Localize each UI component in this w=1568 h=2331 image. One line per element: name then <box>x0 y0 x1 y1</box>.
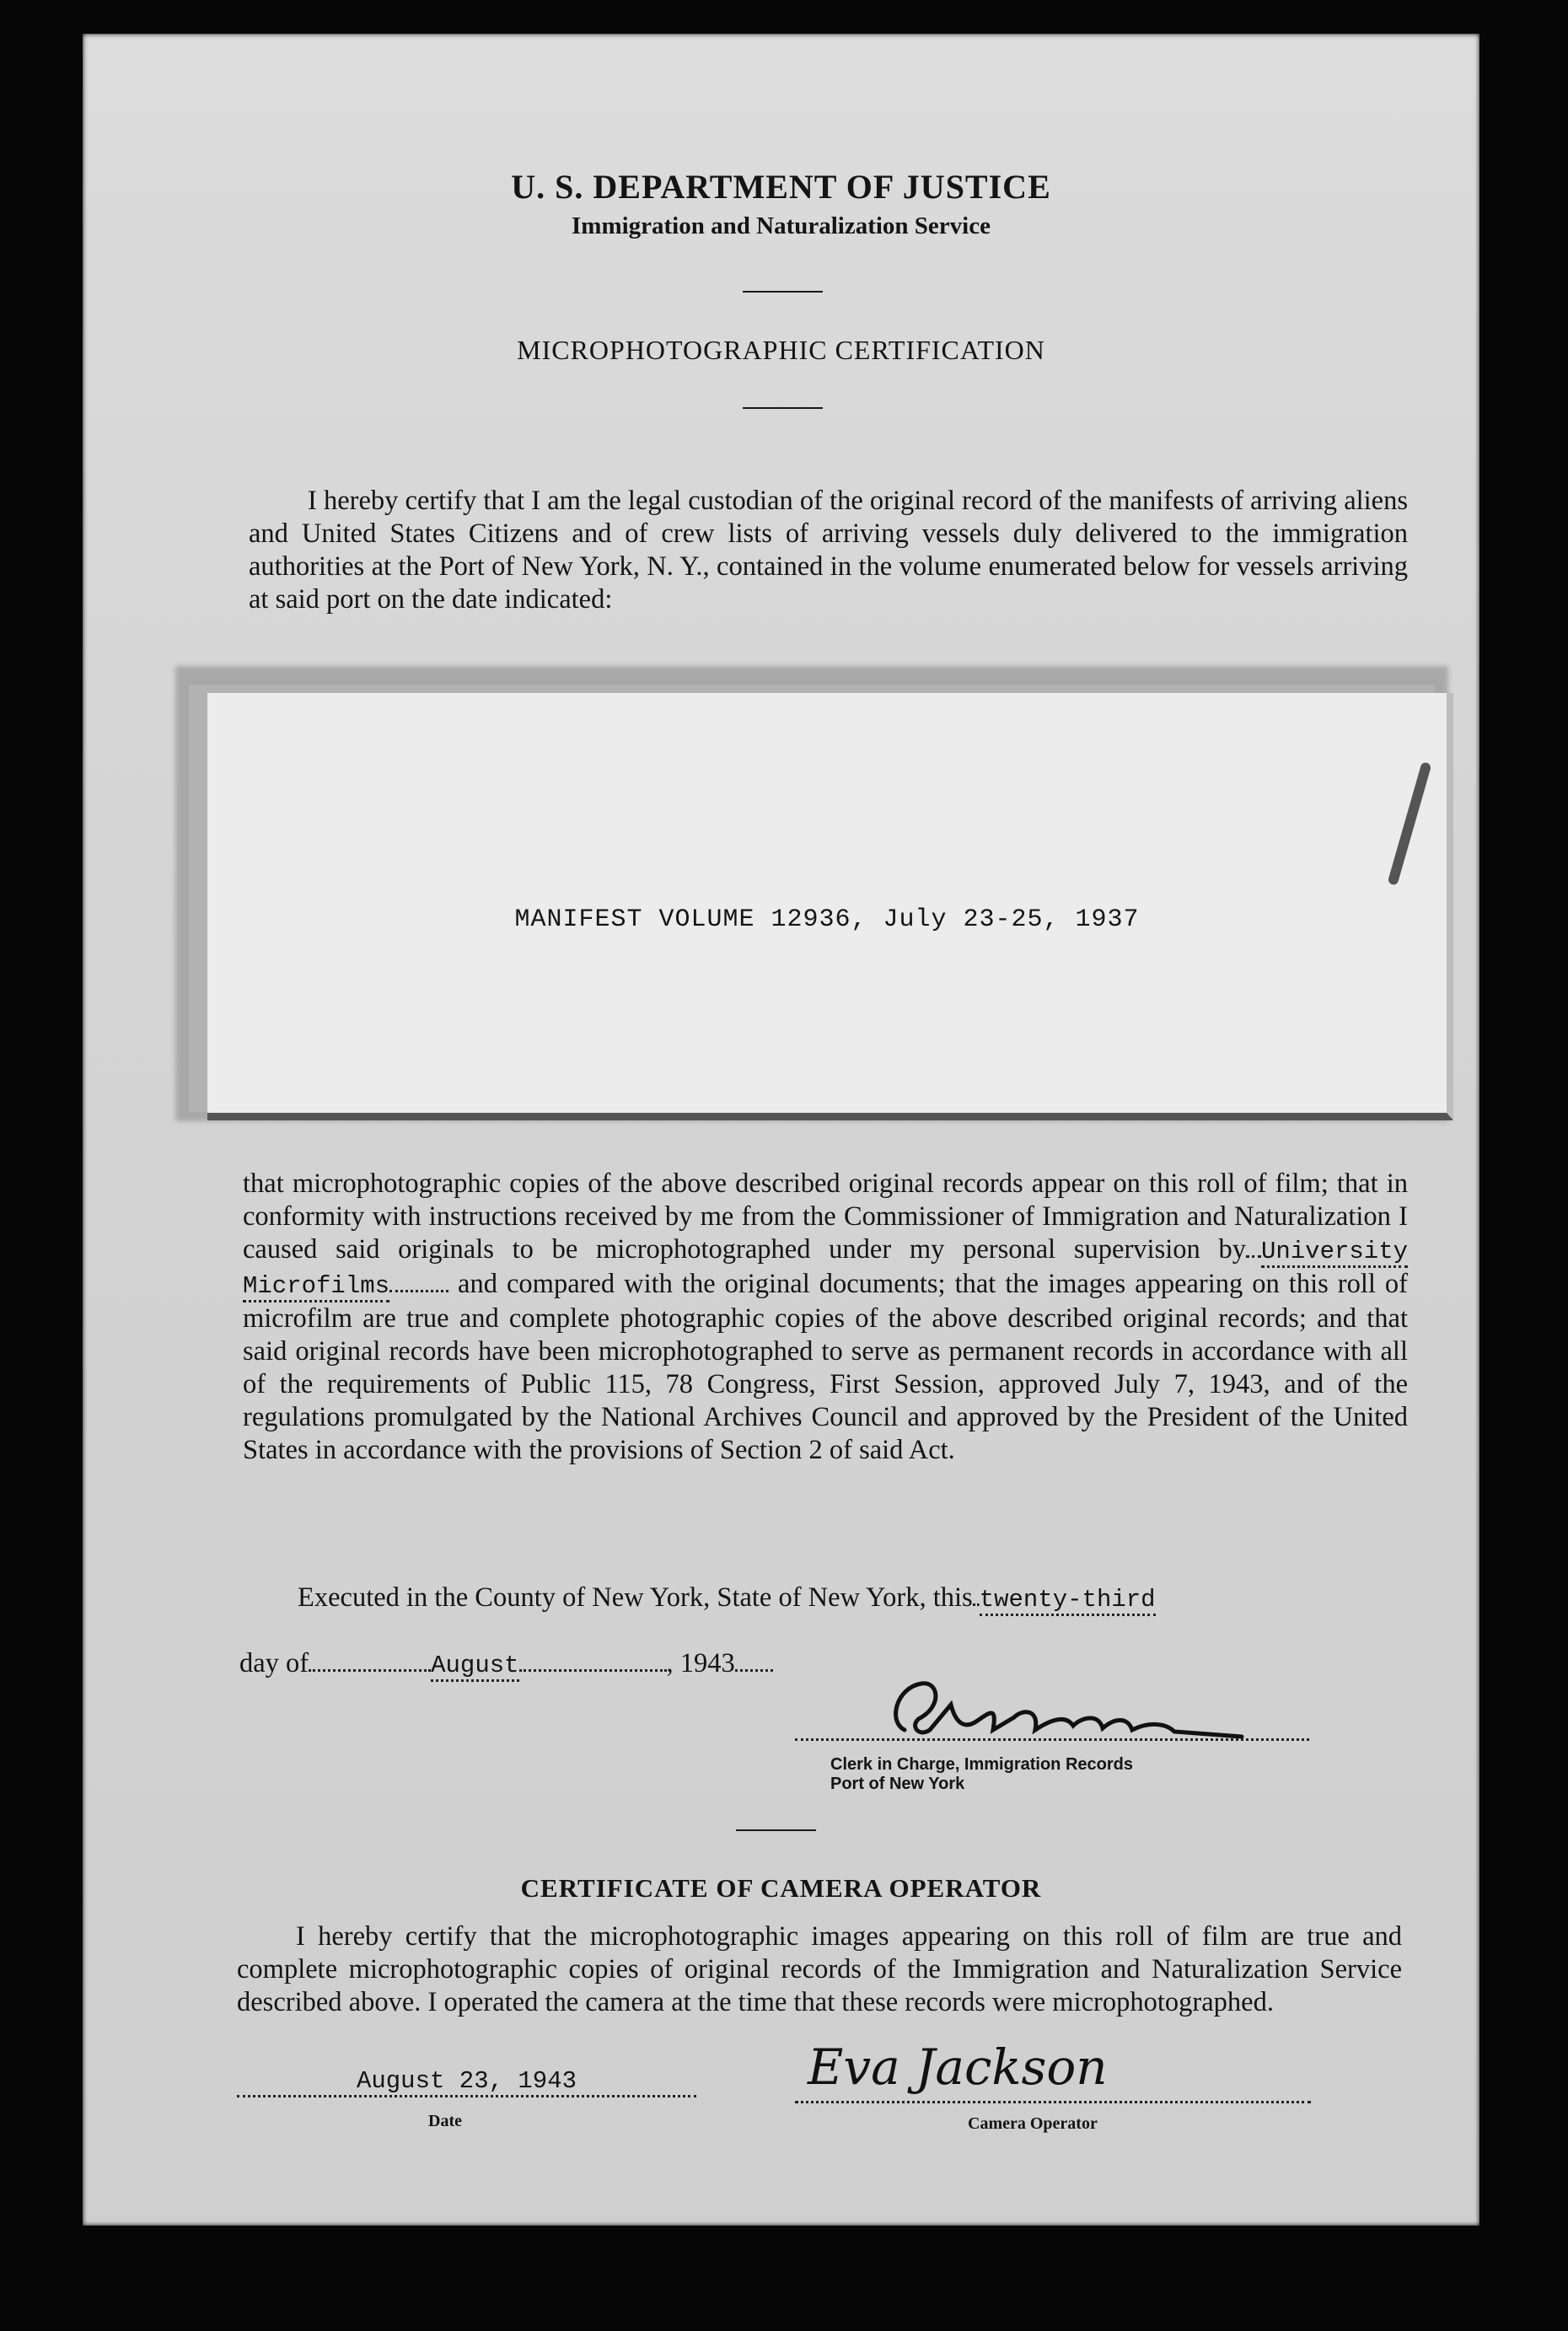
operator-signature: Eva Jackson <box>808 2038 1108 2096</box>
executed-line <box>298 1582 1156 1616</box>
filmed-by: University Microfilms <box>243 1238 1408 1302</box>
day-of-label: day of <box>239 1648 309 1678</box>
service-subheading: Immigration and Naturalization Service <box>572 212 991 239</box>
document-title: MICROPHOTOGRAPHIC CERTIFICATION <box>517 335 1045 365</box>
body-part1: that microphotographic copies of the above described original records appear on this roll of film; that in conformity with instructions received by me from the Commissioner of Immigration and Naturalization I caused said originals to be microphotographed under my personal supervision by <box>243 1168 1408 1265</box>
clerk-title-line2: Port of New York <box>830 1775 965 1793</box>
divider <box>743 407 823 409</box>
executed-day: twenty-third <box>980 1586 1156 1616</box>
operator-date: August 23, 1943 <box>356 2067 577 2095</box>
clerk-signature <box>871 1671 1309 1755</box>
day-of-line <box>239 1648 773 1679</box>
date-label: Date <box>428 2112 462 2130</box>
month: August <box>431 1652 518 1682</box>
executed-prefix: Executed in the County of New York, State of New York, this <box>298 1582 973 1613</box>
department-heading: U. S. DEPARTMENT OF JUSTICE <box>511 168 1051 206</box>
manifest-volume-text: MANIFEST VOLUME 12936, July 23-25, 1937 <box>514 905 1140 934</box>
year-digit: 3 <box>721 1648 735 1678</box>
camera-operator-body: I hereby certify that the microphotographic images appearing on this roll of film are true and complete microphotographic copies of original records of the Immigration and Naturalization Service described above. I operated the camera at the time that these records were microphotographed. <box>237 1921 1402 2017</box>
year-prefix: , 194 <box>666 1648 722 1678</box>
date-field <box>237 2067 696 2097</box>
certificate-page <box>83 34 1479 2226</box>
camera-operator-title: CERTIFICATE OF CAMERA OPERATOR <box>520 1873 1042 1903</box>
body-part2: and compared with the original documents; that the images appearing on this roll of microfilm are true and complete photographic copies of the above described original records; and that said original records have been microphotographed to serve as permanent records in accordance with all of the requirements of Public 115, 78 Congress, First Session, approved July 7, 1943, and of the regulations promulgated by the National Archives Council and approved by the President of the United States in accordance with the provisions of Section 2 of said Act. <box>243 1269 1408 1465</box>
operator-signature-line <box>795 2101 1311 2103</box>
pen-mark <box>1388 761 1432 885</box>
operator-label: Camera Operator <box>968 2114 1098 2133</box>
manifest-slip <box>207 693 1453 1120</box>
certification-body <box>243 1168 1408 1467</box>
divider <box>743 291 823 293</box>
divider <box>736 1829 816 1831</box>
clerk-title-line1: Clerk in Charge, Immigration Records <box>830 1755 1133 1774</box>
clerk-title <box>830 1755 1133 1794</box>
intro-paragraph: I hereby certify that I am the legal custodian of the original record of the manifests of arriving aliens and United States Citizens and of crew lists of arriving vessels duly delivered to the immigration authorities at the Port of New York, N. Y., contained in the volume enumerated below for vessels arriving at said port on the date indicated: <box>249 486 1408 615</box>
